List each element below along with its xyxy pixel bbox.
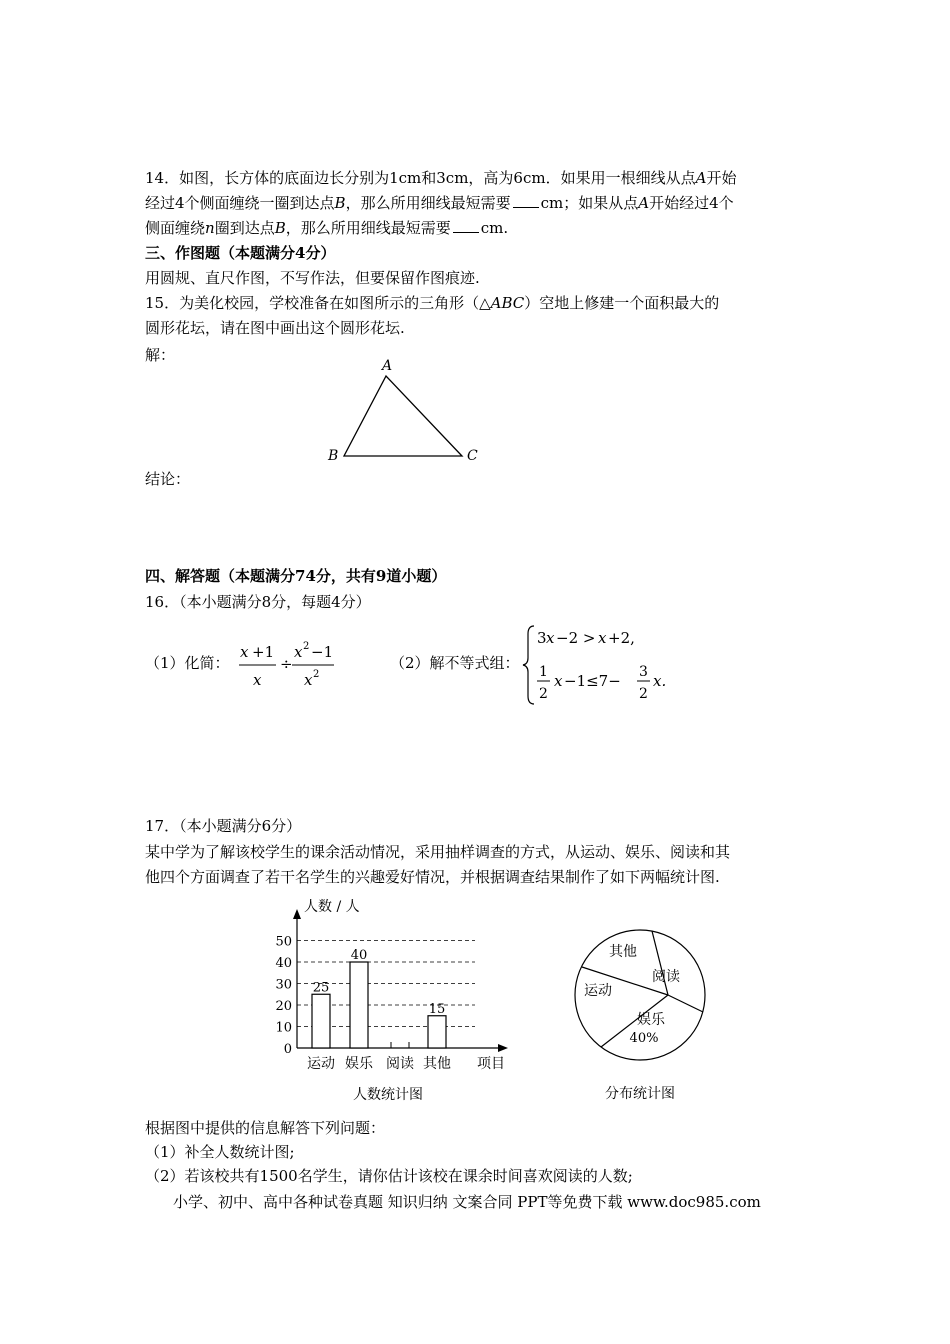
q17-line-1: 某中学为了解该校学生的课余活动情况，采用抽样调查的方式，从运动、娱乐、阅读和其 xyxy=(145,843,731,861)
svg-text:2: 2 xyxy=(303,641,310,652)
q17-question-1: （1）补全人数统计图; xyxy=(145,1143,295,1161)
bar-chart xyxy=(270,895,520,1105)
svg-text:x: x xyxy=(598,629,607,647)
bar-chart-title: 人数统计图 xyxy=(353,1087,423,1103)
y-tick-label: 50 xyxy=(275,934,292,950)
vertex-b-label: B xyxy=(328,448,339,464)
svg-text:2: 2 xyxy=(539,686,548,702)
pie-percent-label: 40% xyxy=(629,1031,659,1046)
y-axis-arrow xyxy=(293,909,301,919)
pie-chart xyxy=(565,920,715,1105)
svg-text:x.: x. xyxy=(653,672,667,690)
q14-text: 经过4个侧面缠绕一圈到达点 xyxy=(145,194,335,212)
q14-text: ，那么所用细线最短需要 xyxy=(345,194,511,212)
svg-text:x: x xyxy=(240,643,249,661)
q15-line-1 xyxy=(145,291,825,315)
y-tick-label: 40 xyxy=(275,956,292,971)
section-4-title: 四、解答题（本题满分74分，共有9道小题） xyxy=(145,567,447,585)
q14-line-1 xyxy=(145,166,825,190)
fraction-expression xyxy=(236,637,346,697)
y-tick-label: 0 xyxy=(283,1042,292,1057)
x-axis-arrow xyxy=(498,1044,508,1052)
svg-text:3: 3 xyxy=(639,664,648,680)
triangle-abc: △ABC xyxy=(479,294,525,312)
svg-text:−1: −1 xyxy=(311,643,334,661)
x-tick-label: 娱乐 xyxy=(345,1056,373,1072)
svg-text:−2 >: −2 > xyxy=(556,629,596,647)
svg-text:x: x xyxy=(554,672,563,690)
pie-slice-label: 其他 xyxy=(609,944,637,960)
q15-text: ）空地上修建一个面积最大的 xyxy=(524,294,720,312)
q14-text: cm. xyxy=(480,219,509,237)
bar xyxy=(428,1016,446,1048)
triangle-shape xyxy=(344,376,462,456)
q14-text: ，那么所用细线最短需要 xyxy=(285,219,451,237)
pie-slice-label: 娱乐 xyxy=(637,1012,665,1028)
footer-text: 小学、初中、高中各种试卷真题 知识归纳 文案合同 PPT等免费下载 www.doc985.com xyxy=(173,1193,761,1211)
q17-after-text: 根据图中提供的信息解答下列问题： xyxy=(145,1119,386,1137)
point-b: B xyxy=(334,194,346,212)
q14-text: 14．如图，长方体的底面边长分别为1cm和3cm，高为6cm．如果用一根细线从点 xyxy=(145,169,696,187)
y-tick-label: 30 xyxy=(275,977,292,993)
x-tick-label: 其他 xyxy=(423,1056,451,1072)
triangle-figure xyxy=(320,350,490,470)
q17-header: 17．（本小题满分6分） xyxy=(145,817,302,835)
svg-text:x: x xyxy=(304,671,313,689)
vertex-c-label: C xyxy=(467,448,478,464)
svg-text:÷: ÷ xyxy=(280,655,293,673)
x-axis-label: 项目 xyxy=(477,1056,505,1072)
bar xyxy=(312,994,330,1048)
svg-text:x: x xyxy=(253,671,262,689)
y-tick-label: 20 xyxy=(275,999,292,1014)
pie-chart-title: 分布统计图 xyxy=(605,1086,675,1102)
q14-text: 侧面缠绕 xyxy=(145,219,206,237)
q14-line-3 xyxy=(145,216,825,240)
svg-text:x: x xyxy=(294,643,303,661)
x-tick-label: 运动 xyxy=(307,1056,335,1072)
point-a: A xyxy=(638,194,650,212)
q17-question-2: （2）若该校共有1500名学生，请你估计该校在课余时间喜欢阅读的人数; xyxy=(145,1167,633,1185)
bar xyxy=(350,962,368,1048)
q15-conclusion-label: 结论： xyxy=(145,470,191,488)
pie-slice-label: 阅读 xyxy=(652,969,680,985)
point-b: B xyxy=(274,219,286,237)
y-axis-label: 人数 / 人 xyxy=(304,899,360,915)
svg-text:2: 2 xyxy=(639,686,648,702)
pie-slice-label: 运动 xyxy=(584,983,612,999)
svg-text:3: 3 xyxy=(537,629,547,647)
point-a: A xyxy=(695,169,707,187)
var-n: n xyxy=(205,219,215,237)
svg-text:−1≤7−: −1≤7− xyxy=(564,672,621,690)
svg-text:2: 2 xyxy=(313,669,320,680)
q14-text: 圈到达点 xyxy=(214,219,275,237)
q17-line-2: 他四个方面调查了若干名学生的兴趣爱好情况，并根据调查结果制作了如下两幅统计图. xyxy=(145,868,720,886)
vertex-a-label: A xyxy=(382,358,393,374)
y-tick-label: 10 xyxy=(275,1020,292,1036)
x-tick-label: 阅读 xyxy=(386,1056,414,1072)
svg-text:+2,: +2, xyxy=(608,629,635,647)
answer-blank[interactable] xyxy=(453,218,479,233)
q14-line-2 xyxy=(145,191,825,215)
bar-data-label: 25 xyxy=(312,980,330,996)
q16-header: 16．（本小题满分8分，每题4分） xyxy=(145,593,371,611)
inequality-system xyxy=(520,620,690,710)
q16-part1-label: （1）化简： xyxy=(145,654,230,672)
bar-data-label: 40 xyxy=(350,948,368,963)
q14-text: cm；如果从点 xyxy=(540,194,639,212)
answer-blank[interactable] xyxy=(513,193,539,208)
section-3-title: 三、作图题（本题满分4分） xyxy=(145,244,336,262)
svg-text:x: x xyxy=(546,629,555,647)
q15-solve-label: 解： xyxy=(145,346,176,364)
q15-text: 15．为美化校园，学校准备在如图所示的三角形（ xyxy=(145,294,480,312)
q14-text: 开始经过4个 xyxy=(649,194,734,212)
q15-line-2: 圆形花坛，请在图中画出这个圆形花坛. xyxy=(145,319,405,337)
bar-data-label: 15 xyxy=(428,1001,446,1017)
svg-text:1: 1 xyxy=(539,664,548,680)
q16-part2-label: （2）解不等式组： xyxy=(390,654,520,672)
section-3-instruction: 用圆规、直尺作图，不写作法，但要保留作图痕迹. xyxy=(145,269,480,287)
q14-text: 开始 xyxy=(706,169,737,187)
svg-text:+1: +1 xyxy=(252,643,275,661)
